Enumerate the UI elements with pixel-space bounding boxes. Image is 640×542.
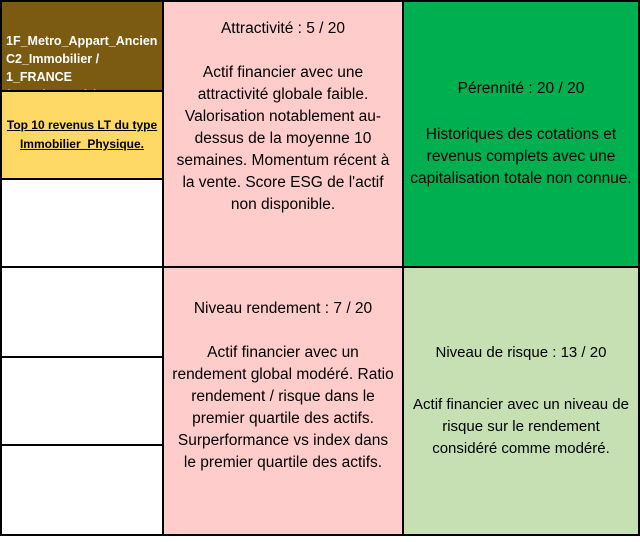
rendement-cell	[162, 266, 404, 536]
perennite-score: Pérennité : 20 / 20	[457, 80, 585, 97]
rendement-score: Niveau rendement : 7 / 20	[193, 300, 373, 317]
attractivite-description: Actif financier avec une attractivité globale faible. Valorisation notablement au-dessus de la moyenne 10 semaines. Momentum récent à la vente. Score ESG de l'actif non disponible.	[176, 64, 390, 213]
perennite-description: Historiques des cotations et revenus complets avec une capitalisation totale non connue.	[410, 126, 632, 187]
risque-score: Niveau de risque : 13 / 20	[435, 344, 607, 361]
empty-cell	[0, 444, 164, 536]
asset-title: 1F_Metro_Appart_Ancien C2_Immobilier / 1_FRANCE	[6, 34, 158, 84]
attractivite-score: Attractivité : 5 / 20	[220, 20, 346, 37]
attractivite-cell	[162, 0, 404, 268]
top-revenue-cell	[0, 90, 164, 180]
rendement-description: Actif financier avec un rendement global modéré. Ratio rendement / risque dans le premier quartile des actifs. Surperformance vs index dans le premier quartile des actifs.	[172, 344, 394, 471]
empty-cell	[0, 178, 164, 268]
perennite-cell	[402, 0, 640, 268]
empty-cell	[0, 356, 164, 446]
top-revenue-link[interactable]: Top 10 revenus LT du type Immobilier_Physique.	[6, 118, 158, 151]
asset-title-cell	[0, 0, 164, 92]
risque-description: Actif financier avec un niveau de risque sur le rendement considéré comme modéré.	[413, 396, 629, 457]
empty-cell	[0, 266, 164, 358]
risque-cell	[402, 266, 640, 536]
